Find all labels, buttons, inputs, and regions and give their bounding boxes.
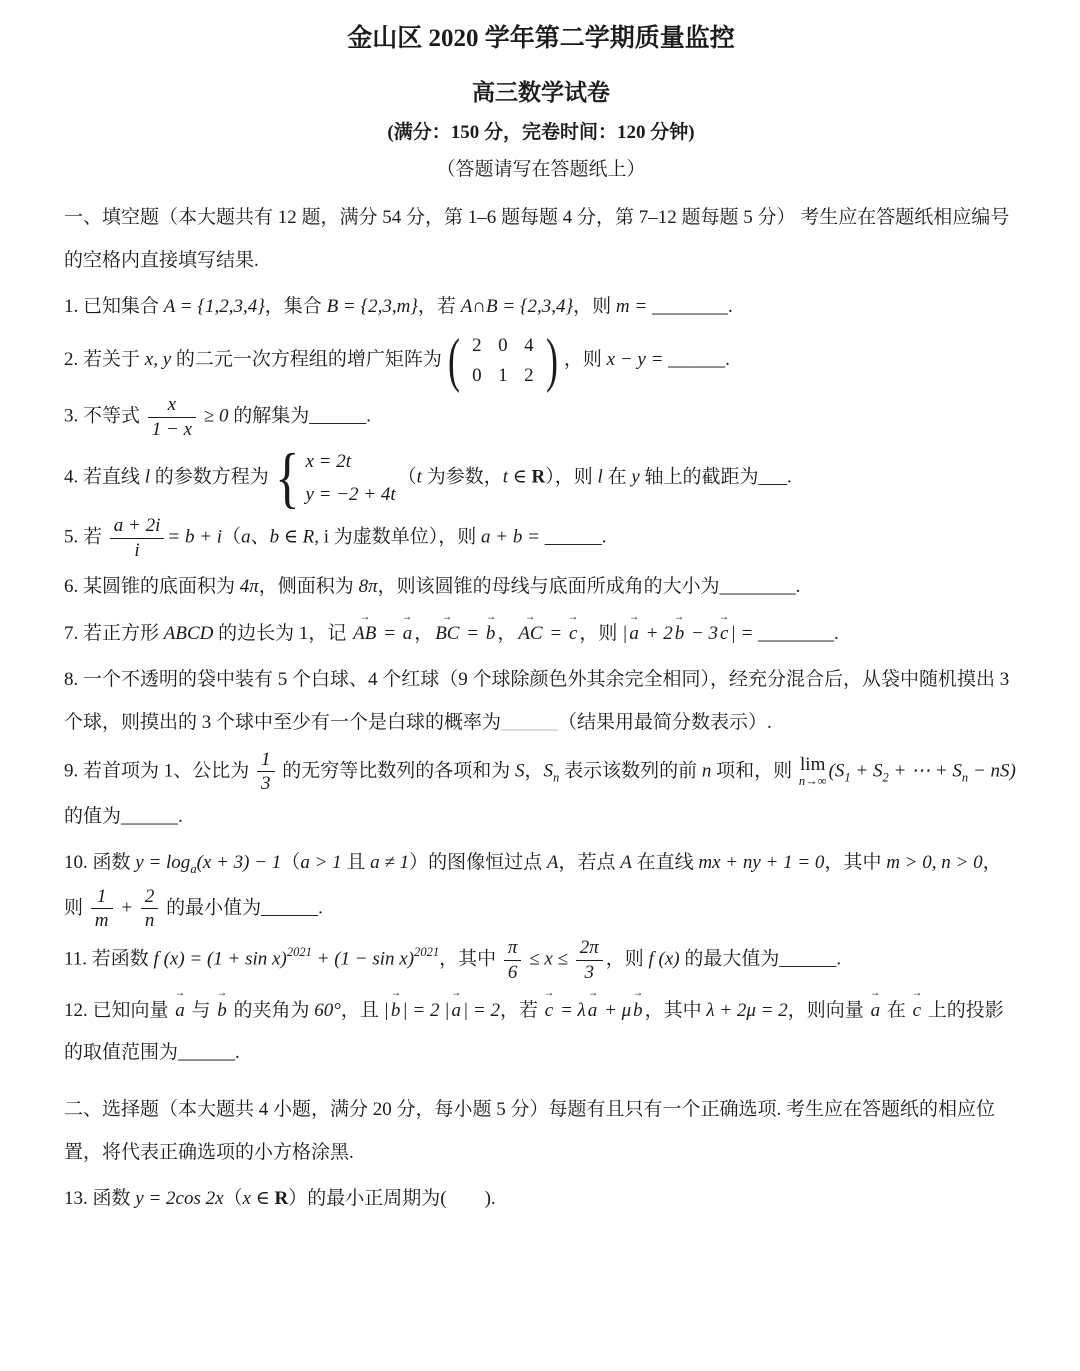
vector: → b [673,611,687,656]
text-run: 7. 若正方形 [64,623,164,645]
augmented-matrix [444,327,562,394]
fraction [576,936,603,985]
math-run: = b + i [167,526,223,548]
text-run: ），则 [545,466,598,488]
math-run: y = log [135,851,191,873]
text-run: ， [524,760,544,782]
question-13 [64,1178,1018,1221]
text-run: （ [397,466,417,488]
text-run: . [601,526,607,548]
text-run: , i 为虚数单位），则 [314,526,482,548]
matrix-cell: 1 [498,364,508,386]
question-8 [64,659,1018,745]
text-run: 6. 某圆锥的底面积为 [64,575,240,597]
vector: → a [401,611,415,656]
math-run: + μ [599,999,632,1021]
math-run: S [543,760,554,782]
math-run: A [546,851,559,873]
math-run: + ⋯ + S [888,760,962,782]
answer-blank: ___ [758,466,788,488]
text-run: 11. 若函数 [64,948,154,970]
math-run: t [416,466,422,488]
fraction-denominator: m [91,908,113,933]
text-run: . [727,295,733,317]
fraction-numerator: 1 [261,748,271,770]
text-run: 、 [250,526,270,548]
matrix-cell: 2 [524,364,534,386]
vector: → c [543,988,555,1033]
math-run: A = {1,2,3,4} [163,295,265,317]
text-run: 且 [341,851,371,873]
text-run: 的最大值为 [679,948,780,970]
vector: → c [718,611,730,656]
text-run: （ [222,526,242,548]
page-title: 金山区 2020 学年第二学期质量监控 [347,25,735,52]
math-run: l [144,466,151,488]
text-run: 的值为 [64,806,122,828]
text-run: ，若 [417,295,461,317]
math-run: a + b = [481,526,545,548]
answer-blank: ______ [121,806,179,828]
fraction-denominator: i [110,538,165,563]
math-run: | = 2 | [402,999,450,1021]
fraction-numerator: π [507,937,518,959]
score-time-info: (满分：150 分，完卷时间：120 分钟) [387,121,695,143]
math-run: t ∈ [502,466,532,488]
math-run: m = [615,295,652,317]
math-run: a ≠ 1 [370,851,410,873]
fraction [504,936,522,985]
text-run: 的边长为 1，记 [213,623,352,645]
fraction-numerator: 2 [144,885,155,907]
math-run: A [620,851,632,873]
question-7 [64,611,1018,656]
question-10 [64,842,1018,933]
vector: → AB [351,611,378,656]
text-run: 项和，则 [711,760,797,782]
text-run: 表示该数列的前 [559,760,702,782]
text-run: 2. 若关于 [64,349,145,371]
math-run: | = 2 [462,999,500,1021]
fraction-numerator: a + 2i [113,515,161,537]
math-run: + S [850,760,883,782]
math-run: + [115,897,138,919]
vector: → b [631,988,645,1033]
text-run: 4. 若直线 [64,466,145,488]
math-run: 8π [358,575,378,597]
answer-blank: ______ [668,349,726,371]
fraction-numerator: 1 [96,885,107,907]
math-run: b ∈ R [269,526,315,548]
text-run: 轴上的截距为 [639,466,759,488]
text-run: 的二元一次方程组的增广矩阵为 [171,349,442,371]
question-6 [64,566,1018,609]
vector: → a [869,988,883,1033]
text-run: ）的图像恒过点 [409,851,547,873]
vector: → b [389,988,403,1033]
text-run: 的参数方程为 [150,466,269,488]
math-run: = [461,623,484,645]
text-run: ）的最小正周期为( ). [288,1187,496,1209]
subscript: 1 [844,770,851,785]
superscript: 2021 [286,944,312,959]
math-run: − 3 [686,623,719,645]
fraction-numerator: x [167,394,177,416]
text-run: 的无穷等比数列的各项和为 [277,760,516,782]
math-run: x, y [144,349,172,371]
vector: → c [567,611,579,656]
text-run: ，则该圆锥的母线与底面所成角的大小为 [377,575,720,597]
vector: → a [449,988,463,1033]
limit-subscript: n→∞ [798,774,827,789]
text-run: ， [414,623,434,645]
math-run: | [622,623,628,645]
text-run: . [725,349,730,371]
text-run: ，则 [563,349,607,371]
math-run: x ∈ [242,1187,275,1209]
text-run: 上的投影的取值范围为 [64,999,1004,1064]
text-run: 5. 若 [64,526,107,548]
question-1 [64,286,1018,329]
answer-blank: ________ [758,623,835,645]
answer-blank: ______ [544,526,602,548]
text-run: ， [497,623,517,645]
math-run: B = {2,3,m} [326,295,418,317]
math-run: | [383,999,389,1021]
vector: → b [484,611,498,656]
answer-blank: ______ [309,405,367,427]
math-run: y = 2cos 2x [135,1187,224,1209]
text-run: 在直线 [631,851,699,873]
case-line: y = −2 + 4t [305,483,396,505]
matrix-cell: 4 [524,335,534,357]
text-run: 3. 不等式 [64,405,145,427]
math-run: f (x) [648,948,680,970]
question-5 [64,514,1018,563]
math-run: f (x) = (1 + sin x) [153,948,287,970]
vector: → c [911,988,923,1033]
matrix-right-paren: ) [545,327,558,394]
math-run: mx + ny + 1 = 0 [698,851,825,873]
math-run: (x + 3) − 1 [196,851,282,873]
text-run: ，则 [579,623,623,645]
fraction-denominator: 3 [576,960,603,985]
subscript: a [190,861,197,876]
superscript: 2021 [414,944,440,959]
answer-blank: ______ [261,897,319,919]
limit-word: lim [800,754,826,776]
case-line: x = 2t [305,450,351,472]
text-run: ，若 [499,999,543,1021]
text-run: . [366,405,371,427]
question-3 [64,393,1018,442]
fraction [110,514,165,563]
answer-blank: ______ [178,1042,236,1064]
answer-blank: ________ [651,295,728,317]
text-run: . [235,1042,240,1064]
subscript: n [961,770,969,785]
answer-blank: ______ [779,948,837,970]
question-11 [64,936,1018,985]
text-run: . [836,948,842,970]
fraction [91,885,113,934]
real-number-symbol: R [531,466,546,488]
math-run: = [378,623,401,645]
text-run: （结果用最简分数表示）. [558,711,772,733]
fraction-denominator: 1 − x [148,417,196,442]
real-number-symbol: R [274,1187,289,1209]
text-run: ，则向量 [787,999,869,1021]
math-run: m > 0, n > 0 [886,851,983,873]
math-run: y [631,466,640,488]
math-run: ≤ x ≤ [524,948,573,970]
text-run: . [787,466,792,488]
text-run: ，侧面积为 [258,575,359,597]
text-run: 的夹角为 [228,999,315,1021]
fraction-numerator: 2π [579,937,599,959]
text-run: 13. 函数 [64,1187,136,1209]
math-run: = λ [555,999,586,1021]
math-run: = [544,623,567,645]
text-run: 与 [186,999,216,1021]
subscript: n [553,770,560,785]
matrix-left-paren: ( [447,327,460,394]
vector: → BC [433,611,461,656]
matrix-cell: 0 [498,335,508,357]
math-run: (S [828,760,845,782]
text-run: 的最小值为 [161,897,262,919]
answer-blank: ______ [501,711,559,733]
fraction [148,393,196,442]
vector: → a [627,611,641,656]
text-run: . [318,897,323,919]
question-4 [64,439,1018,516]
fraction [141,885,159,934]
math-run: + 2 [640,623,673,645]
text-run: . [178,806,183,828]
matrix-cell: 0 [472,364,482,386]
math-run: ABCD [163,623,214,645]
text-run: ，若点 [558,851,621,873]
text-run: 8. 一个不透明的袋中装有 5 个白球、4 个红球（9 个球除颜色外其余完全相同），经充分混合后，从袋中随机摸出 3 个球，则摸出的 3 个球中至少有一个是白球的概率为 [64,669,1010,733]
vector: → AC [516,611,544,656]
question-12 [64,988,1018,1076]
math-run: x − y = [606,349,669,371]
math-run: − nS) [968,760,1016,782]
math-run: 60° [314,999,341,1021]
vector: → a [586,988,600,1033]
fraction-denominator: 3 [257,771,275,796]
text-run: ，其中 [644,999,707,1021]
text-run: ，其中 [824,851,887,873]
text-run: ， [982,851,1002,873]
vector: → b [215,988,229,1033]
answer-blank: ________ [719,575,796,597]
matrix-cell: 2 [472,335,482,357]
math-run: n [701,760,712,782]
text-run: ，则 [605,948,649,970]
math-run: l [597,466,603,488]
subscript: 2 [882,770,889,785]
text-run: 在 [602,466,632,488]
text-run: 10. 函数 [64,851,136,873]
text-run: 12. 已知向量 [64,999,174,1021]
text-run: 则 [64,897,88,919]
paper-subtitle: 高三数学试卷 [472,79,610,105]
question-9 [64,748,1018,839]
text-run: 为参数， [421,466,503,488]
vector: → a [173,988,187,1033]
text-run: ，其中 [439,948,501,970]
text-run: （ [281,851,301,873]
section-two-intro: 二、选择题（本大题共 4 小题，满分 20 分，每小题 5 分）每题有且只有一个正确选项. 考生应在答题纸的相应位置，将代表正确选项的小方格涂黑. [64,1099,996,1163]
text-run: （ [223,1187,243,1209]
fraction [257,748,275,797]
math-run: S [515,760,525,782]
math-run: A∩B = {2,3,4} [460,295,574,317]
text-run: ，且 [340,999,384,1021]
answer-sheet-note: （答题请写在答题纸上） [436,159,646,181]
text-run: 9. 若首项为 1、公比为 [64,760,255,782]
text-run: 在 [882,999,911,1021]
cases-lines [303,445,395,512]
fraction-denominator: n [141,908,159,933]
math-run: a [241,526,251,548]
math-run: a > 1 [300,851,342,873]
math-run: | = [730,623,759,645]
text-run: ，则 [573,295,616,317]
section-one-intro: 一、填空题（本大题共有 12 题，满分 54 分，第 1–6 题每题 4 分，第 7–12 题每题 5 分） 考生应在答题纸相应编号的空格内直接填写结果. [64,207,1010,271]
text-run: 的解集为 [233,405,310,427]
limit-operator [799,755,827,788]
text-run: 1. 已知集合 [64,295,164,317]
cases-brace: { [274,439,300,516]
parametric-equations [271,439,396,516]
text-run: ，集合 [264,295,327,317]
matrix-grid [464,331,542,390]
math-run: λ + 2μ = 2 [706,999,788,1021]
text-run: . [834,623,839,645]
math-run: 4π [239,575,259,597]
question-2 [64,327,1018,394]
fraction-denominator: 6 [504,960,522,985]
math-run: ≥ 0 [199,405,234,427]
math-run: + (1 − sin x) [311,948,415,970]
text-run: . [795,575,801,597]
